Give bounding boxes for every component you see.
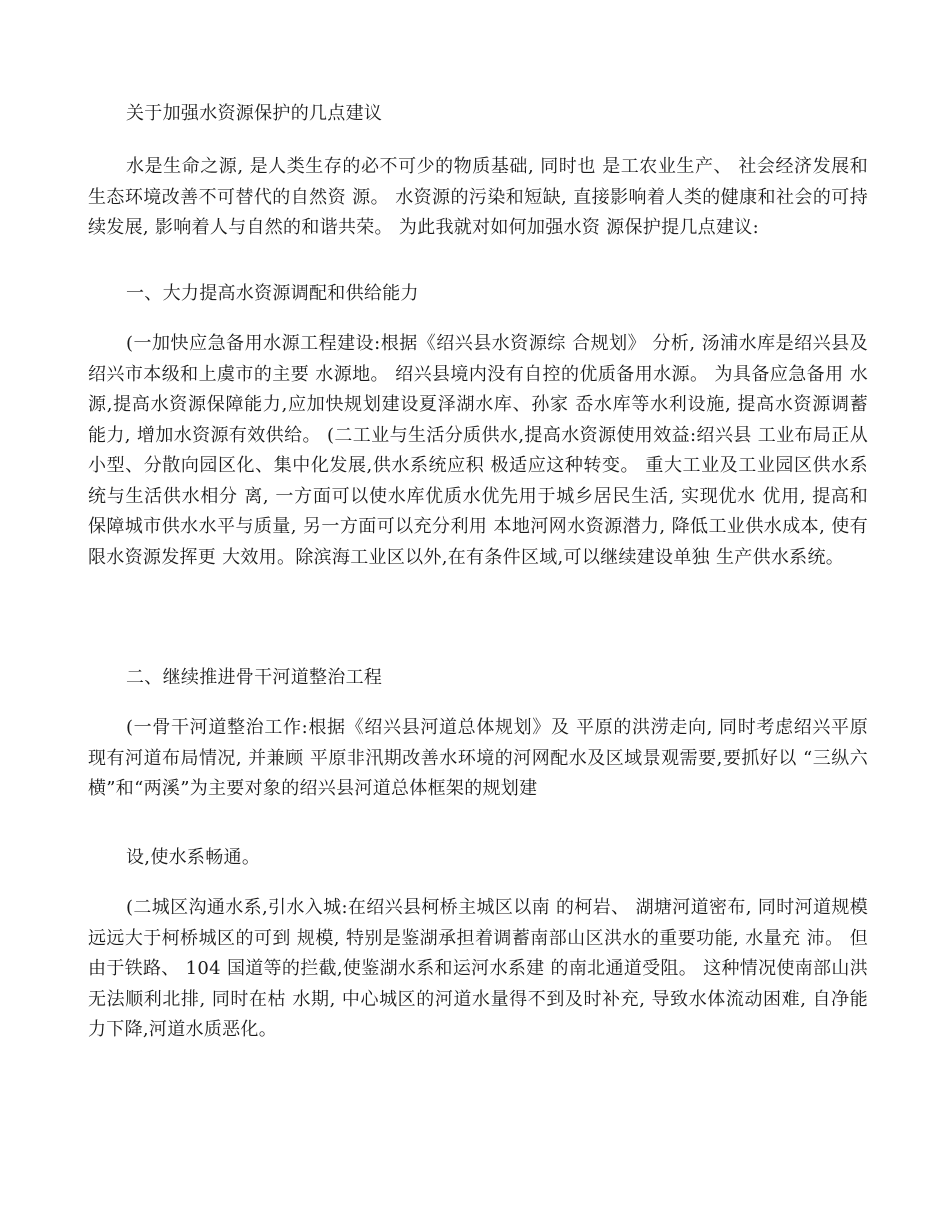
section-2-paragraph-2: (二城区沟通水系,引水入城:在绍兴县柯桥主城区以南 的柯岩、 湖塘河道密布, 同时河道规模远远大于柯桥城区的可到 规模, 特别是鉴湖承担着调蓄南部山区洪水的重要功能, 水量充 沛。 但由于铁路、 104 国道等的拦截,使鉴湖水系和运河水系建 的南北通道受阻。 这种情况使南部山洪无法顺利北排, 同时在枯 水期, 中心城区的河道水量得不到及时补充, 导致水体流动困难, 自净能力下降,河道水质恶化。 (88, 897, 868, 1040)
section-1-heading: 一、大力提高水资源调配和供给能力 (126, 283, 419, 304)
section-1-paragraph: (一加快应急备用水源工程建设:根据《绍兴县水资源综 合规划》 分析, 汤浦水库是绍兴县及绍兴市本级和上虞市的主要 水源地。 绍兴县境内没有自控的优质备用水源。 为具备应急备用 水源,提高水资源保障能力,应加快规划建设夏泽湖水库、孙家 岙水库等水利设施, 提高水资源调蓄能力, 增加水资源有效供给。 (二工业与生活分质供水,提高水资源使用效益:绍兴县 工业布局正从小型、分散向园区化、集中化发展,供水系统应积 极适应这种转变。 重大工业及工业园区供水系统与生活供水相分 离, 一方面可以使水库优质水优先用于城乡居民生活, 实现优水 优用, 提高和保障城市供水水平与质量, 另一方面可以充分利用 本地河网水资源潜力, 降低工业供水成本, 使有限水资源发挥更 大效用。除滨海工业区以外,在有条件区域,可以继续建设单独 生产供水系统。 (88, 333, 868, 568)
document-title: 关于加强水资源保护的几点建议 (126, 103, 383, 124)
section-2-heading: 二、继续推进骨干河道整治工程 (126, 667, 383, 688)
section-2-paragraph-1-continued: 设,使水系畅通。 (126, 847, 261, 868)
intro-paragraph: 水是生命之源, 是人类生存的必不可少的物质基础, 同时也 是工农业生产、 社会经济发展和生态环境改善不可替代的自然资 源。 水资源的污染和短缺, 直接影响着人类的健康和社会的可持 续发展, 影响着人与自然的和谐共荣。 为此我就对如何加强水资 源保护提几点建议: (88, 156, 868, 238)
section-2-paragraph-1: (一骨干河道整治工作:根据《绍兴县河道总体规划》及 平原的洪涝走向, 同时考虑绍兴平原现有河道布局情况, 并兼顾 平原非汛期改善水环境的河网配水及区域景观需要,要抓好以 “三纵六横”和“两溪”为主要对象的绍兴县河道总体框架的规划建 (88, 717, 868, 799)
